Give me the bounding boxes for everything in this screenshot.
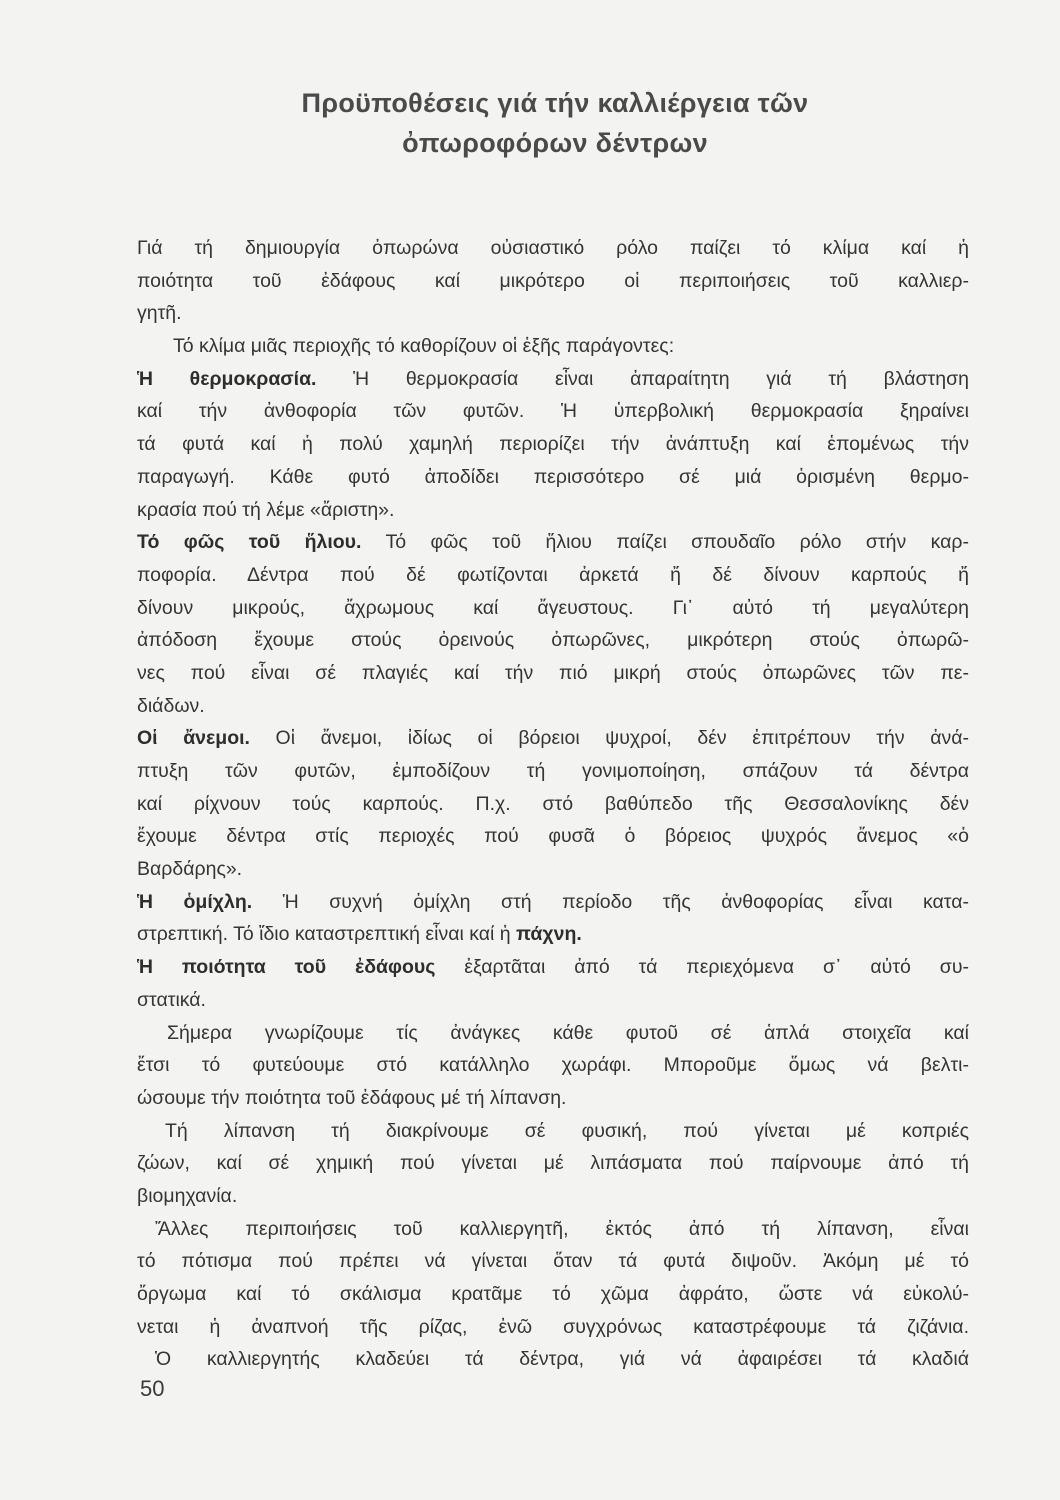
text-segment: Ἄλλες περιποιήσεις τοῦ καλλιεργητῆ, ἐκτός ἀπό τή λίπανση, εἶναι bbox=[155, 1217, 969, 1240]
text-segment: Ἡ συχνή ὁμίχλη στή περίοδο τῆς ἀνθοφορίας εἶναι κατα- bbox=[252, 890, 969, 913]
text-line bbox=[137, 1115, 969, 1148]
text-segment: ποιότητα τοῦ ἐδάφους καί μικρότερο οἱ περιποιήσεις τοῦ καλλιερ- bbox=[137, 269, 969, 292]
text-segment: ἔχουμε δέντρα στίς περιοχές πού φυσᾶ ὁ βόρειος ψυχρός ἄνεμος «ὁ bbox=[137, 825, 969, 848]
text-line bbox=[137, 886, 969, 919]
bold-heading-text: Ἡ θερμοκρασία. bbox=[137, 367, 317, 390]
text-line bbox=[137, 232, 969, 265]
text-segment: Γιά τή δημιουργία ὀπωρώνα οὐσιαστικό ρόλο παίζει τό κλίμα καί ἡ bbox=[137, 237, 969, 259]
text-segment: Σήμερα γνωρίζουμε τίς ἀνάγκες κάθε φυτοῦ σέ ἁπλά στοιχεῖα καί bbox=[167, 1021, 969, 1044]
text-line bbox=[137, 1049, 969, 1082]
text-segment: τό πότισμα πού πρέπει νά γίνεται ὅταν τά φυτά διψοῦν. Ἀκόμη μέ τό bbox=[137, 1250, 969, 1273]
text-line bbox=[137, 984, 969, 1017]
text-segment: Τό φῶς τοῦ ἥλιου παίζει σπουδαῖο ρόλο στήν καρ- bbox=[361, 531, 969, 554]
text-segment: Τό κλίμα μιᾶς περιοχῆς τό καθορίζουν οἱ ἑξῆς παράγοντες: bbox=[173, 335, 675, 358]
text-line bbox=[137, 1017, 969, 1050]
text-line bbox=[137, 1213, 969, 1246]
text-segment: νεται ἡ ἀναπνοή τῆς ρίζας, ἐνῶ συγχρόνως καταστρέφουμε τά ζιζάνια. bbox=[137, 1315, 969, 1338]
page-number: 50 bbox=[140, 1376, 165, 1401]
text-line bbox=[137, 951, 969, 984]
text-line bbox=[137, 1245, 969, 1278]
text-segment: δίνουν μικρούς, ἄχρωμους καί ἄγευστους. Γι᾽ αὐτό τή μεγαλύτερη bbox=[137, 596, 969, 619]
text-line bbox=[137, 690, 969, 723]
text-line bbox=[137, 526, 969, 559]
bold-heading-text: Οἱ ἄνεμοι. bbox=[137, 727, 250, 750]
text-segment: βιομηχανία. bbox=[137, 1184, 238, 1207]
text-segment: ώσουμε τήν ποιότητα τοῦ ἐδάφους μέ τή λίπανση. bbox=[137, 1086, 567, 1109]
text-line bbox=[137, 363, 969, 396]
text-line bbox=[137, 1278, 969, 1311]
text-segment: Τή λίπανση τή διακρίνουμε σέ φυσική, πού γίνεται μέ κοπριές bbox=[165, 1119, 969, 1142]
text-line bbox=[137, 820, 969, 853]
text-segment: διάδων. bbox=[137, 694, 205, 717]
body-text bbox=[137, 232, 969, 1376]
text-line bbox=[137, 265, 969, 298]
text-segment: ἐξαρτᾶται ἀπό τά περιεχόμενα σ᾽ αὐτό συ- bbox=[435, 956, 969, 979]
text-line bbox=[137, 1082, 969, 1115]
text-segment: καί τήν ἀνθοφορία τῶν φυτῶν. Ἡ ὑπερβολική θερμοκρασία ξηραίνει bbox=[137, 400, 969, 423]
text-segment: ὄργωμα καί τό σκάλισμα κρατᾶμε τό χῶμα ἀφράτο, ὥστε νά εὐκολύ- bbox=[137, 1283, 969, 1305]
text-line bbox=[137, 297, 969, 330]
text-line bbox=[137, 592, 969, 625]
chapter-title-line-2: ὀπωροφόρων δέντρων bbox=[402, 128, 708, 158]
text-segment: στρεπτική. Τό ἴδιο καταστρεπτική εἶναι καί ἡ bbox=[137, 923, 517, 946]
text-segment: πτυξη τῶν φυτῶν, ἐμποδίζουν τή γονιμοποίηση, σπάζουν τά δέντρα bbox=[137, 760, 969, 782]
text-line bbox=[137, 657, 969, 690]
text-segment: Βαρδάρης». bbox=[137, 858, 243, 881]
text-line bbox=[137, 624, 969, 657]
chapter-title-line-1: Προϋποθέσεις γιά τήν καλλιέργεια τῶν bbox=[301, 88, 809, 118]
text-segment: Ὁ καλλιεργητής κλαδεύει τά δέντρα, γιά νά ἀφαιρέσει τά κλαδιά bbox=[155, 1348, 969, 1371]
text-line bbox=[137, 1343, 969, 1376]
text-segment: γητῆ. bbox=[137, 302, 182, 325]
bold-heading-text: πάχνη. bbox=[516, 923, 582, 946]
text-line bbox=[137, 1147, 969, 1180]
text-segment: ἔτσι τό φυτεύουμε στό κατάλληλο χωράφι. Μποροῦμε ὅμως νά βελτι- bbox=[137, 1054, 969, 1077]
text-segment: ποφορία. Δέντρα πού δέ φωτίζονται ἀρκετά ἤ δέ δίνουν καρπούς ἤ bbox=[137, 563, 969, 586]
bold-heading-text: Ἡ ὁμίχλη. bbox=[137, 890, 253, 913]
text-line bbox=[137, 461, 969, 494]
text-segment: Οἱ ἄνεμοι, ἰδίως οἱ βόρειοι ψυχροί, δέν ἐπιτρέπουν τήν ἀνά- bbox=[249, 727, 969, 750]
text-segment: καί ρίχνουν τούς καρπούς. Π.χ. στό βαθύπεδο τῆς Θεσσαλονίκης δέν bbox=[137, 792, 969, 815]
bold-heading-text: Τό φῶς τοῦ ἥλιου. bbox=[137, 531, 362, 554]
text-line bbox=[137, 494, 969, 527]
text-line bbox=[137, 395, 969, 428]
text-line bbox=[137, 853, 969, 886]
bold-heading-text: Ἡ ποιότητα τοῦ ἐδάφους bbox=[137, 956, 436, 979]
text-line bbox=[137, 722, 969, 755]
text-line bbox=[137, 1180, 969, 1213]
text-segment: στατικά. bbox=[137, 988, 206, 1011]
text-segment: νες πού εἶναι σέ πλαγιές καί τήν πιό μικρή στούς ὀπωρῶνες τῶν πε- bbox=[137, 661, 969, 684]
text-line bbox=[137, 755, 969, 788]
text-line bbox=[137, 330, 969, 363]
text-segment: κρασία πού τή λέμε «ἄριστη». bbox=[137, 498, 395, 521]
text-segment: ζώων, καί σέ χημική πού γίνεται μέ λιπάσματα πού παίρνουμε ἀπό τή bbox=[137, 1152, 969, 1175]
text-segment: παραγωγή. Κάθε φυτό ἀποδίδει περισσότερο σέ μιά ὁρισμένη θερμο- bbox=[137, 465, 969, 488]
text-line bbox=[137, 918, 969, 951]
text-line bbox=[137, 1311, 969, 1344]
text-segment: τά φυτά καί ἡ πολύ χαμηλή περιορίζει τήν ἀνάπτυξη καί ἑπομένως τήν bbox=[137, 433, 969, 456]
text-segment: ἀπόδοση ἔχουμε στούς ὀρεινούς ὀπωρῶνες, μικρότερη στούς ὀπωρῶ- bbox=[137, 629, 969, 652]
text-segment: Ἡ θερμοκρασία εἶναι ἀπαραίτητη γιά τή βλάστηση bbox=[316, 367, 969, 390]
text-line bbox=[137, 559, 969, 592]
text-line bbox=[137, 428, 969, 461]
text-line bbox=[137, 788, 969, 821]
